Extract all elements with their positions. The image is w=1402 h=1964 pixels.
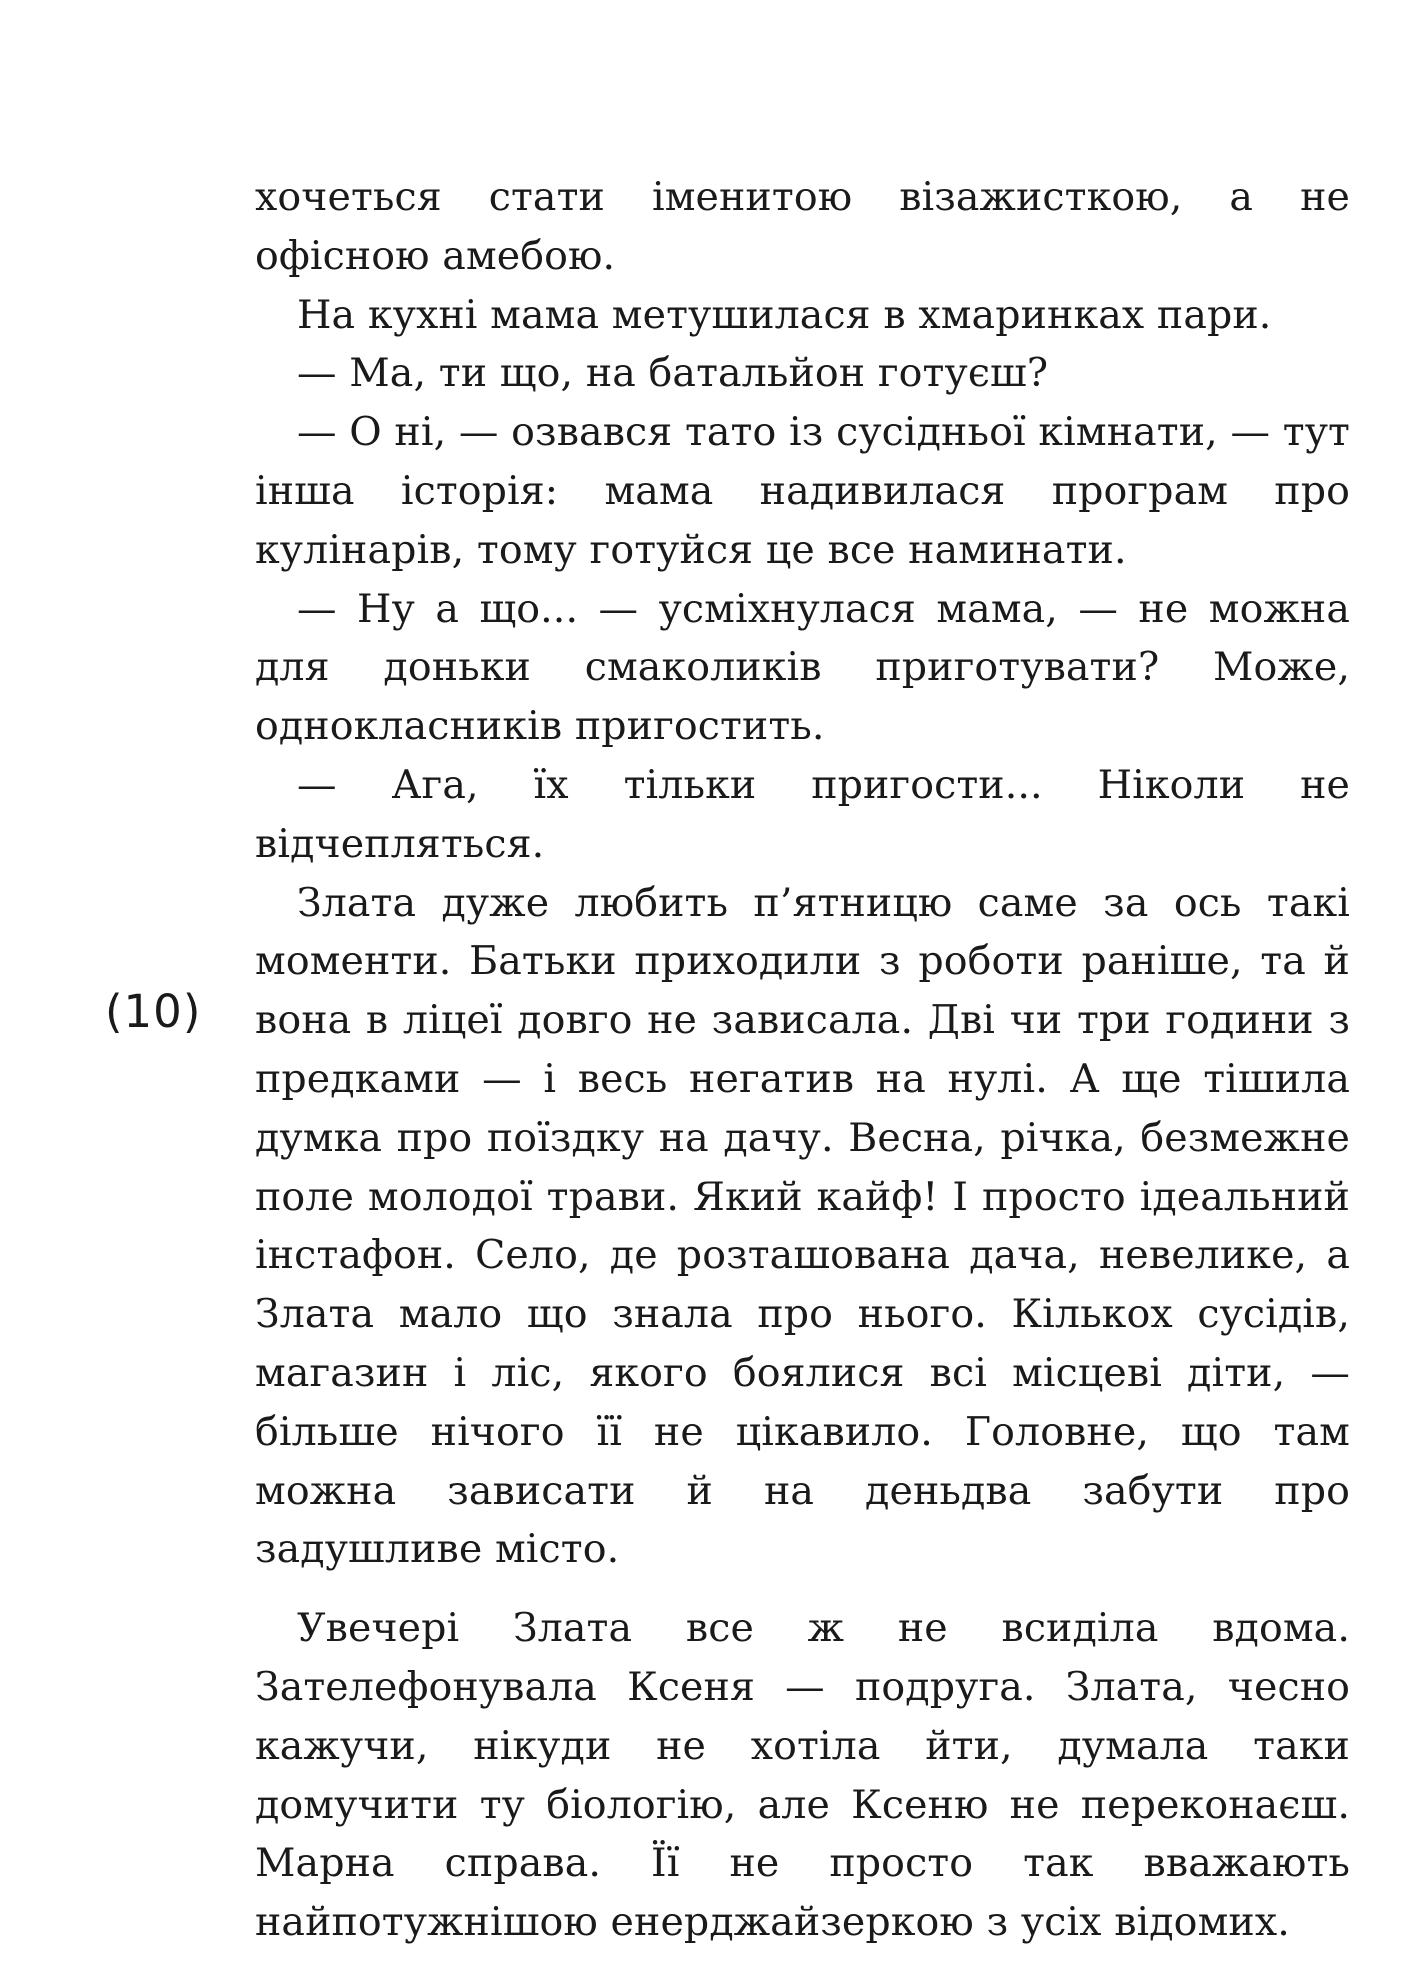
dialogue-line: — Ну а що... — усміхнулася мама, — не можна для доньки смаколиків приготувати? Може, однокласників пригостить. — [255, 585, 1350, 750]
page-number: (10) — [105, 985, 202, 1038]
dialogue-line: — О ні, — озвався тато із сусідньої кімнати, — тут інша історія: мама надивилася програм про кулінарів, тому готуйся це все наминати. — [255, 409, 1350, 573]
paragraph-continuation: хочеться стати іменитою візажисткою, а не офісною амебою. — [255, 174, 1350, 279]
paragraph-evening: Увечері Злата все ж не всиділа вдома. Зателефонувала Ксеня — подруга. Злата, чесно кажучи, нікуди не хотіла йти, думала таки домучити ту біологію, але Ксеню не переконаєш. Марна справа. Її не просто так вважають найпотужнішою енерджайзеркою з усіх відомих. — [255, 1605, 1350, 1946]
paragraph-kitchen: На кухні мама метушилася в хмаринках пари. — [297, 291, 1272, 338]
body-text — [255, 168, 1350, 1952]
dialogue-line: — Ма, ти що, на батальйон готуєш? — [297, 350, 1049, 397]
dialogue-line: — Ага, їх тільки пригости... Ніколи не відчепляться. — [255, 761, 1350, 867]
paragraph-friday: Злата дуже любить п’ятницю саме за ось такі моменти. Батьки приходили з роботи раніше, та й вона в ліцеї довго не зависала. Дві чи три години з предками — і весь негатив на нулі. А ще тішила думка про поїздку на дачу. Весна, річка, безмежне поле молодої трави. Який кайф! І просто ідеальний інстафон. Село, де розташована дача, невелике, а Злата мало що знала про нього. Кількох сусідів, магазин і ліс, якого боялися всі місцеві діти, — більше нічого її не цікавило. Головне, що там можна зависати й на деньдва забути про задушливе місто. — [255, 879, 1350, 1573]
